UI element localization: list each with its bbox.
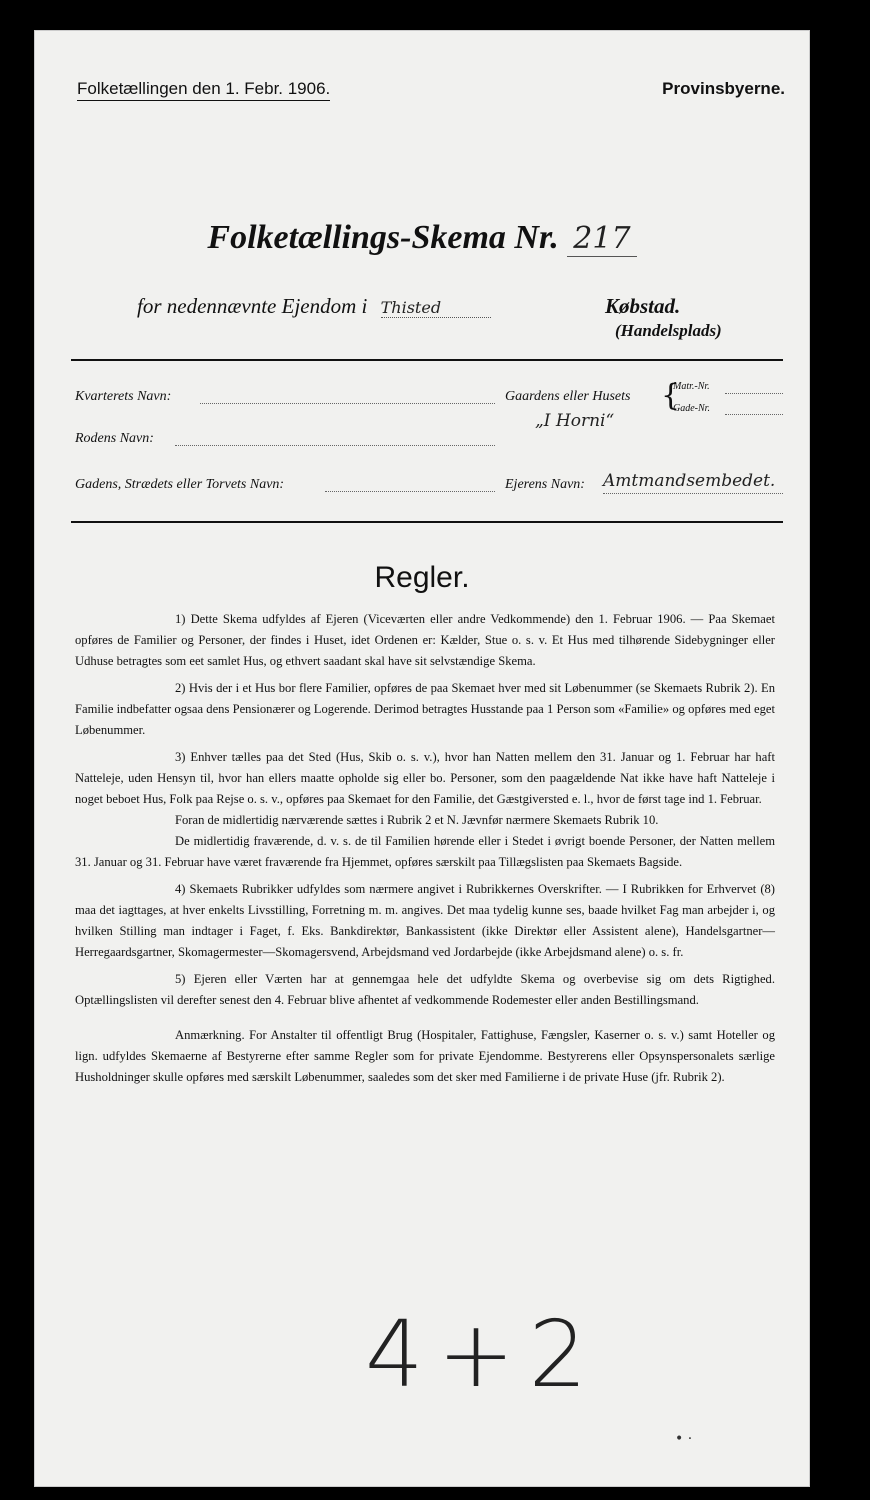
rules-heading: Regler. — [374, 561, 470, 594]
gade-nr-label: Gade-Nr. — [673, 403, 710, 414]
bottom-divider — [71, 521, 783, 523]
subtitle-prefix: for nedennævnte Ejendom i — [137, 294, 368, 318]
town-name: Thisted — [381, 298, 491, 318]
handelsplads-label: (Handelsplads) — [615, 321, 722, 340]
roden-field — [175, 445, 495, 446]
form-title — [35, 219, 809, 257]
owner-name-value: Amtmandsembedet. — [603, 471, 776, 491]
ink-specks: • · — [675, 1431, 693, 1447]
kvarter-field — [200, 403, 495, 404]
form-title-prefix: Folketællings-Skema Nr. — [207, 219, 559, 256]
rule-paragraph: 3) Enhver tælles paa det Sted (Hus, Skib o. s. v.), hvor han Natten mellem den 31. Januar og 1. Februar har haft Natteleje, uden Hensyn til, hvor han ellers maatte opholde sig eller bo. Personer, som den paagældende Nat ikke have haft Natteleje i noget beboet Hus, Folk paa Rejse o. s. v., opføres paa Skemaet for den Familie, det Gæstgiversted e. l., hvor de først tage ind 1. Februar. — [75, 750, 775, 806]
house-name-value: „I Horni“ — [535, 411, 615, 431]
top-divider — [71, 359, 783, 361]
rules-text — [75, 609, 775, 1094]
form-number: 217 — [567, 221, 636, 257]
rule-paragraph: 2) Hvis der i et Hus bor flere Familier, opføres de paa Skemaet hver med sit Løbenummer (se Skemaets Rubrik 2). En Familie indbefatter ogsaa dens Pensionærer og Logerende. Derimod betragtes Husstande paa 1 Person som «Familie» og opføres med eget Løbenummer. — [75, 681, 775, 737]
region-header: Provinsbyerne. — [662, 79, 785, 98]
gade-navn-label: Gadens, Strædets eller Torvets Navn: — [75, 477, 285, 492]
rule-paragraph: 4) Skemaets Rubrikker udfyldes som nærmere angivet i Rubrikkernes Overskrifter. — I Rubrikken for Erhvervet (8) maa det iagttages, at hver enkelts Livsstilling, Forretning m. m. angives. Det maa tydelig kunne ses, baade hvilket Fag man arbejder i, og hvilken Stilling man indtager i Faget, f. Eks. Bankdirektør, Bankassistent (ikke Direktør eller Assistent alene), Handelsgartner—Herregaardsgartner, Skomagermester—Skomagersvend, Arbejdsmand ved Jordarbejde (ikke Arbejdsmand alene) o. s. fr. — [75, 882, 775, 959]
ejer-field — [603, 493, 783, 494]
remark-paragraph: Anmærkning. For Anstalter til offentligt Brug (Hospitaler, Fattighuse, Fængsler, Kaserner o. s. v.) samt Hoteller og lign. udfyldes Skemaerne af Bestyrerne efter samme Regler som for private Ejendomme. Bestyrerens eller Opsynspersonalets særlige Husholdninger skulle opføres med særskilt Løbenummer, saaledes som det sker med Familierne i de private Huse (jfr. Rubrik 2). — [75, 1028, 775, 1084]
rule-paragraph: Foran de midlertidig nærværende sættes i Rubrik 2 et N. Jævnfør nærmere Skemaets Rubrik 10. — [175, 813, 659, 827]
matr-label: Matr.-Nr. — [673, 381, 710, 392]
kvarter-label: Kvarterets Navn: — [75, 389, 172, 404]
kobstad-label: Købstad. — [605, 294, 681, 318]
gade-navn-field — [325, 491, 495, 492]
census-form-page — [34, 30, 810, 1487]
rule-paragraph: 1) Dette Skema udfyldes af Ejeren (Viceværten eller andre Vedkommende) den 1. Februar 1906. — Paa Skemaet opføres de Familier og Personer, der findes i Huset, idet Ordenen er: Kælder, Stue o. s. v. Et Hus med tilhørende Sidebygninger eller Udhuse betragtes som eet samlet Hus, og ethvert saadant skal have sit selvstændige Skema. — [75, 612, 775, 668]
handwritten-note: 4+2 — [365, 1301, 602, 1408]
census-date-header: Folketællingen den 1. Febr. 1906. — [77, 79, 330, 101]
matr-field — [725, 393, 783, 394]
property-subtitle — [137, 294, 491, 319]
brace: { — [661, 378, 681, 413]
rule-paragraph: 5) Ejeren eller Værten har at gennemgaa hele det udfyldte Skema og overbevise sig om dets Rigtighed. Optællingslisten vil derefter senest den 4. Februar blive afhentet af vedkommende Rodemester eller anden Bestillingsmand. — [75, 972, 775, 1007]
ejer-label: Ejerens Navn: — [505, 477, 585, 492]
gaard-label: Gaardens eller Husets — [505, 389, 631, 404]
rule-paragraph: De midlertidig fraværende, d. v. s. de til Familien hørende eller i Stedet i øvrigt boende Personer, der Natten mellem 31. Januar og 31. Februar have været fraværende fra Hjemmet, opføres særskilt paa Tillægslisten paa Skemaets Bagside. — [75, 834, 775, 869]
roden-label: Rodens Navn: — [75, 431, 154, 446]
gade-nr-field — [725, 414, 783, 415]
